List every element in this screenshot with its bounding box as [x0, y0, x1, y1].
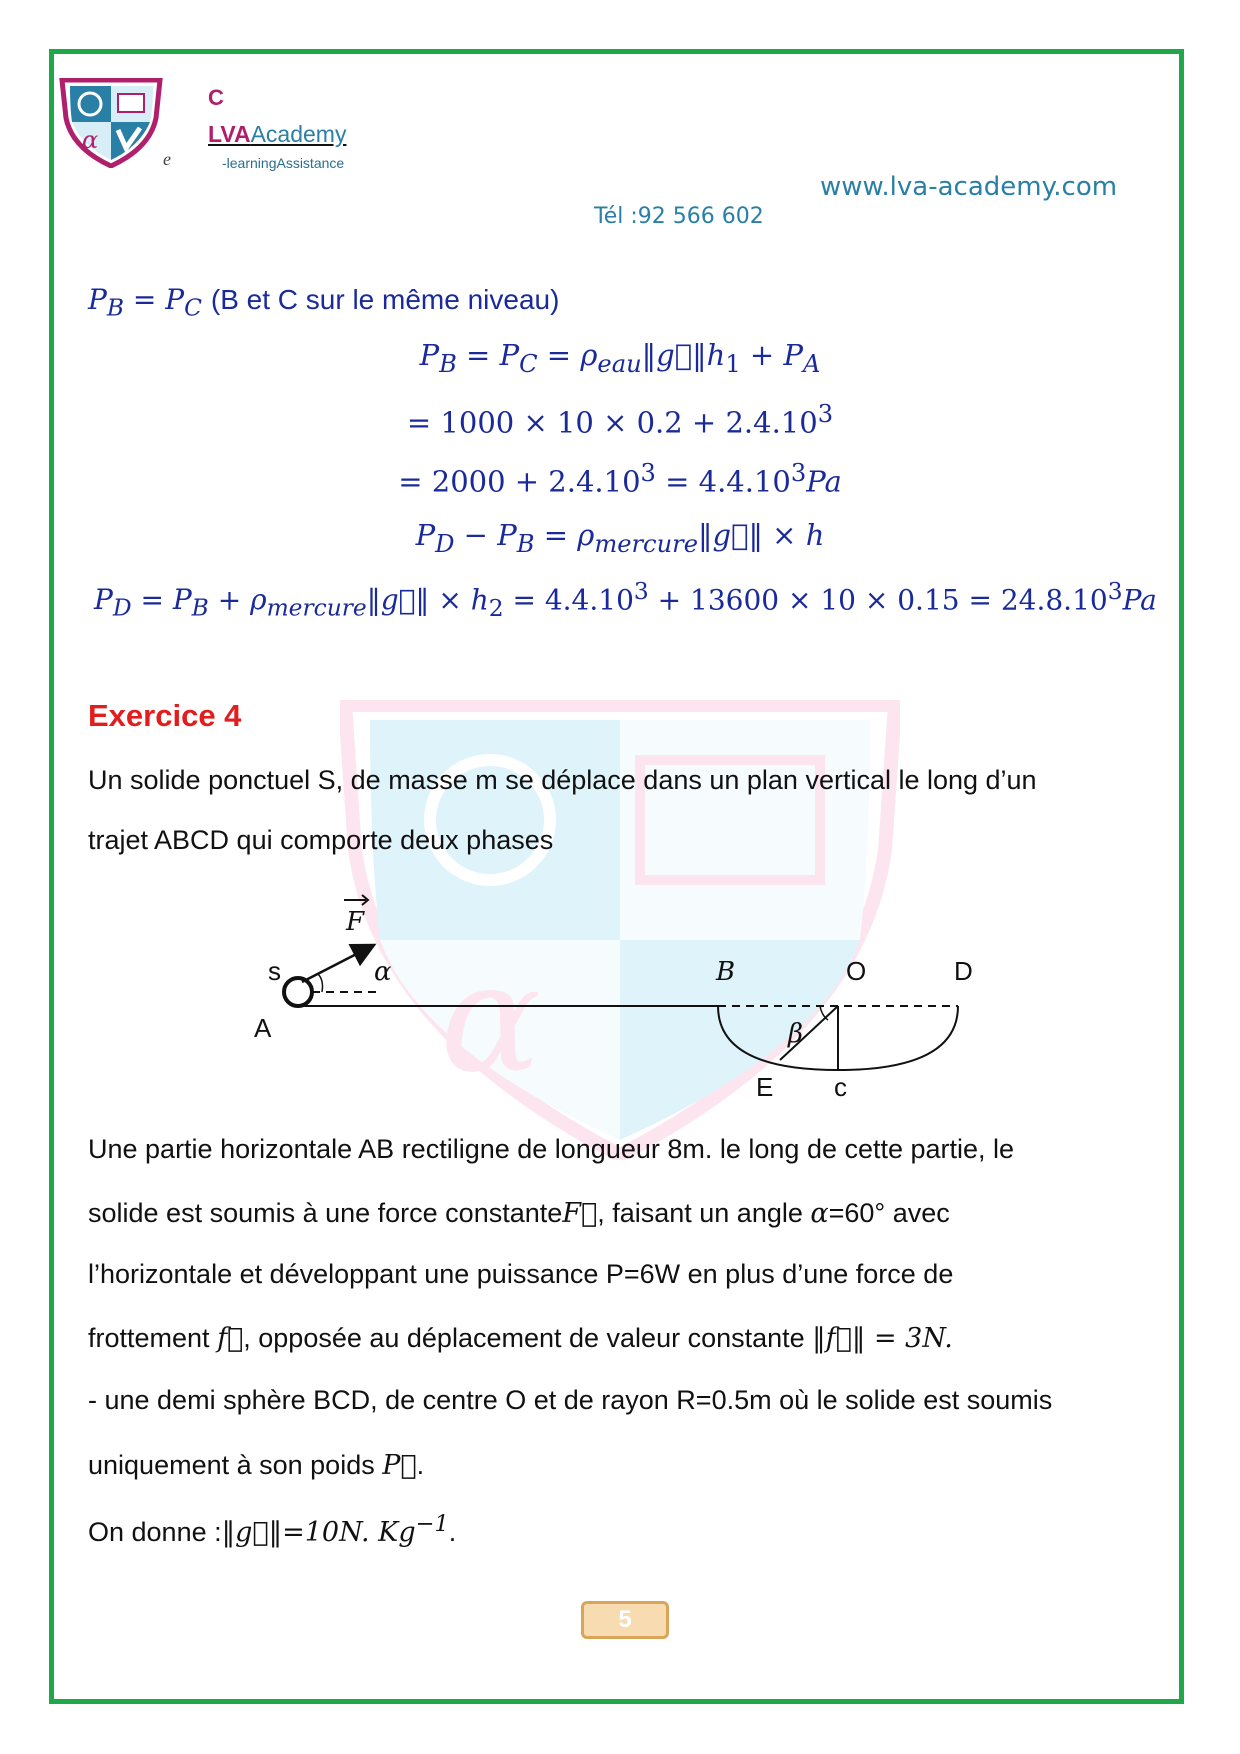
eq5-unit: Pa — [1122, 583, 1157, 617]
page-number: 5 — [581, 1601, 669, 1639]
symbol-norm-f: ‖f⃗‖ — [812, 1323, 866, 1354]
solid-S — [284, 978, 312, 1006]
brand-c: C — [208, 85, 224, 110]
svg-text:α: α — [82, 126, 99, 154]
exercise-para-line7 — [88, 1511, 456, 1548]
exercise-intro-line1: Un solide ponctuel S, de masse m se déplace dans un plan vertical le long d’un — [88, 765, 1037, 795]
equation-pb-pc-expression: $P_B = P_C$ = $\rho_{eau}‖g⃗‖h_1 + P_A$ — [419, 338, 821, 378]
symbol-alpha: α — [810, 1198, 829, 1229]
eq5-exp2: 3 — [1107, 577, 1123, 605]
exercise-intro-line2: trajet ABCD qui comporte deux phases — [88, 825, 554, 855]
equation-pd-result: $P_D = P_B$ + $\rho_{mercure}‖g⃗‖ \times h_2 = 4.4.10^3 + 13600 \times 10 \times 0.15 = 24.8.10^3Pa$ — [94, 577, 1157, 622]
symbol-P-vector: P⃗ — [382, 1450, 417, 1481]
label-beta: β — [788, 1019, 804, 1049]
p4-text-b: , opposée au déplacement de valeur constante — [243, 1323, 813, 1353]
brand-academy: Academy — [250, 121, 347, 147]
p4-text-c: = 3N. — [865, 1323, 953, 1354]
brand-e: e — [163, 149, 171, 169]
symbol-norm-g: ‖g⃗‖ — [221, 1517, 283, 1548]
label-A: A — [254, 1013, 272, 1043]
brand-lva: LVA — [208, 121, 251, 147]
p4-text-a: frottement — [88, 1323, 218, 1353]
label-alpha: α — [374, 957, 392, 987]
eq3-exp2: 3 — [790, 459, 807, 487]
label-B: B — [716, 957, 736, 987]
label-s: s — [268, 956, 281, 986]
website-link[interactable]: www.lva-academy.com — [820, 172, 1118, 202]
eq2-text: = 1000 × 10 × 0.2 + 2.4.10 — [406, 405, 818, 440]
trajectory-figure — [240, 880, 1000, 1120]
eq3-text: = 2000 + 2.4.10 — [398, 464, 641, 499]
eq3-text-b: = 4.4.10 — [655, 464, 791, 499]
eq3-unit: Pa — [806, 464, 842, 499]
exercise-para-line3: l’horizontale et développant une puissance P=6W en plus d’une force de — [88, 1259, 954, 1289]
label-F: F — [346, 907, 365, 937]
force-arrow — [302, 946, 372, 982]
exercise-para-line2 — [88, 1198, 950, 1229]
alpha-arc — [318, 974, 323, 992]
eq5-values2: + 13600 × 10 × 0.15 = 24.8.10 — [648, 583, 1108, 617]
label-c: c — [834, 1072, 847, 1102]
brand-name — [208, 121, 346, 148]
symbol-f-vector: f⃗ — [217, 1323, 244, 1354]
exercise-para-line1: Une partie horizontale AB rectiligne de longueur 8m. le long de cette partie, le — [88, 1134, 1015, 1164]
p6-text-b: . — [416, 1450, 425, 1480]
eq5-exp: 3 — [633, 577, 649, 605]
p2-text-c: =60° avec — [828, 1198, 950, 1228]
p2-text-a: solide est soumis à une force constante — [88, 1198, 563, 1228]
p7-exp: −1 — [415, 1511, 449, 1537]
brand-tagline: -learningAssistance — [222, 155, 345, 171]
phone-number: Tél :92 566 602 — [594, 204, 764, 229]
p7-text-a: On donne : — [88, 1517, 222, 1547]
symbol-F-vector: F⃗ — [562, 1198, 598, 1229]
eq3-exp: 3 — [640, 459, 656, 487]
p7-text-b: =10N. Kg — [282, 1517, 416, 1548]
p6-text-a: uniquement à son poids — [88, 1450, 383, 1480]
p2-text-b: , faisant un angle — [597, 1198, 811, 1228]
exercise-title: Exercice 4 — [88, 698, 242, 733]
equation-numeric-1 — [0, 400, 1240, 440]
label-O: O — [846, 956, 867, 986]
exercise-para-line5: - une demi sphère BCD, de centre O et de rayon R=0.5m où le solide est soumis — [88, 1385, 1053, 1415]
equation-pb-equals-pc: $P_B = P_C$ (B et C sur le même niveau) — [88, 283, 560, 322]
label-E: E — [756, 1072, 774, 1102]
lva-academy-logo — [58, 78, 168, 168]
svg-text:α: α — [440, 932, 542, 1106]
equation-note: (B et C sur le même niveau) — [210, 284, 560, 315]
p7-text-c: . — [448, 1517, 457, 1547]
exercise-para-line4 — [88, 1323, 953, 1354]
eq2-exp: 3 — [817, 400, 834, 428]
label-D: D — [954, 956, 973, 986]
equation-pd-minus-pb: $P_D - P_B$ = $\rho_{mercure}‖g⃗‖ \times h$ — [415, 518, 825, 558]
exercise-para-line6 — [88, 1450, 424, 1481]
equation-numeric-2 — [0, 459, 1240, 499]
eq5-values: = 4.4.10 — [503, 583, 634, 617]
